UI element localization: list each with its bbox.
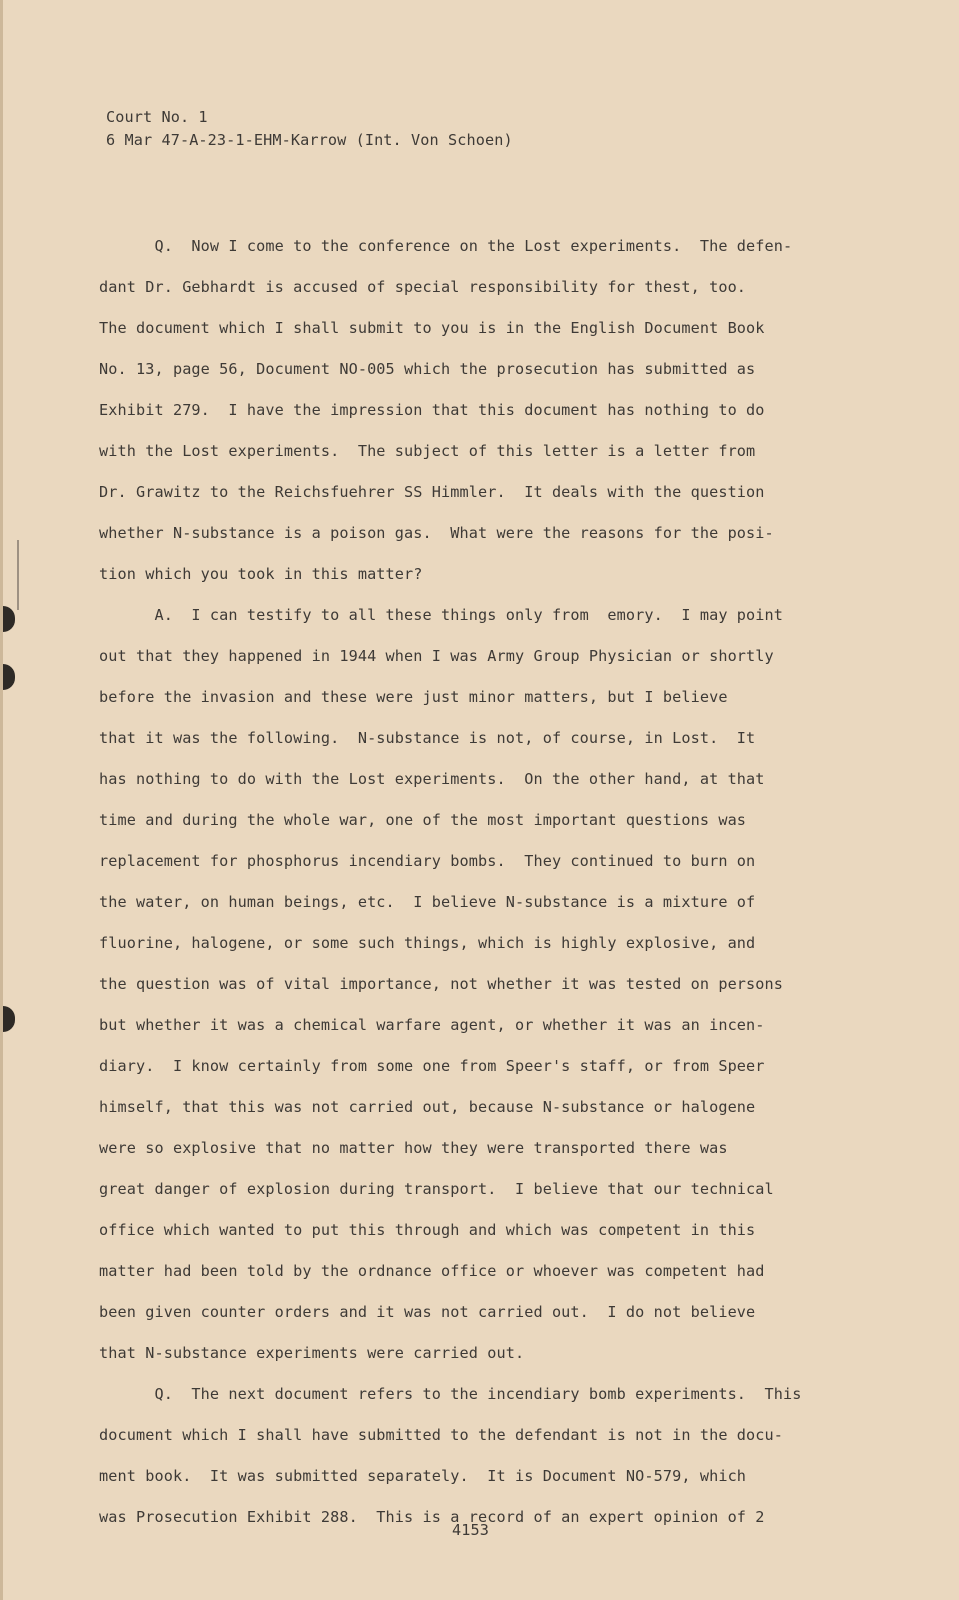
transcript-line: office which wanted to put this through and which was competent in this bbox=[99, 1221, 756, 1239]
page-number: 4153 bbox=[452, 1521, 489, 1539]
transcript-line: Exhibit 279. I have the impression that this document has nothing to do bbox=[99, 401, 765, 419]
transcript-line: tion which you took in this matter? bbox=[99, 565, 423, 583]
transcript-line: but whether it was a chemical warfare agent, or whether it was an incen- bbox=[99, 1016, 765, 1034]
transcript-line: document which I shall have submitted to the defendant is not in the docu- bbox=[99, 1426, 784, 1444]
transcript-line: Q. Now I come to the conference on the Lost experiments. The defen- bbox=[99, 237, 793, 255]
transcript-line: with the Lost experiments. The subject of this letter is a letter from bbox=[99, 442, 756, 460]
session-reference: 6 Mar 47-A-23-1-EHM-Karrow (Int. Von Schoen) bbox=[106, 131, 513, 149]
transcript-line: were so explosive that no matter how they were transported there was bbox=[99, 1139, 728, 1157]
transcript-line: has nothing to do with the Lost experiments. On the other hand, at that bbox=[99, 770, 765, 788]
transcript-body bbox=[99, 226, 802, 1538]
transcript-line: No. 13, page 56, Document NO-005 which the prosecution has submitted as bbox=[99, 360, 756, 378]
transcript-line: been given counter orders and it was not carried out. I do not believe bbox=[99, 1303, 756, 1321]
transcript-line: A. I can testify to all these things only from emory. I may point bbox=[99, 606, 784, 624]
document-header bbox=[106, 106, 513, 152]
transcript-line: replacement for phosphorus incendiary bombs. They continued to burn on bbox=[99, 852, 756, 870]
transcript-line: Dr. Grawitz to the Reichsfuehrer SS Himmler. It deals with the question bbox=[99, 483, 765, 501]
transcript-line: ment book. It was submitted separately. It is Document NO-579, which bbox=[99, 1467, 747, 1485]
transcript-line: great danger of explosion during transport. I believe that our technical bbox=[99, 1180, 774, 1198]
transcript-line: the water, on human beings, etc. I believe N-substance is a mixture of bbox=[99, 893, 756, 911]
transcript-line: out that they happened in 1944 when I was Army Group Physician or shortly bbox=[99, 647, 774, 665]
transcript-line: Q. The next document refers to the incendiary bomb experiments. This bbox=[99, 1385, 802, 1403]
transcript-line: diary. I know certainly from some one from Speer's staff, or from Speer bbox=[99, 1057, 765, 1075]
transcript-line: that it was the following. N-substance is not, of course, in Lost. It bbox=[99, 729, 756, 747]
binder-hole bbox=[3, 606, 15, 632]
transcript-line: matter had been told by the ordnance office or whoever was competent had bbox=[99, 1262, 765, 1280]
transcript-line: himself, that this was not carried out, because N-substance or halogene bbox=[99, 1098, 756, 1116]
court-number: Court No. 1 bbox=[106, 108, 208, 126]
binder-hole bbox=[3, 1006, 15, 1032]
transcript-line: dant Dr. Gebhardt is accused of special responsibility for thest, too. bbox=[99, 278, 747, 296]
transcript-line: The document which I shall submit to you is in the English Document Book bbox=[99, 319, 765, 337]
transcript-line: the question was of vital importance, not whether it was tested on persons bbox=[99, 975, 784, 993]
transcript-line: was Prosecution Exhibit 288. This is a record of an expert opinion of 2 bbox=[99, 1508, 765, 1526]
binder-hole bbox=[3, 664, 15, 690]
transcript-line: before the invasion and these were just minor matters, but I believe bbox=[99, 688, 728, 706]
margin-mark bbox=[17, 540, 19, 610]
transcript-line: that N-substance experiments were carried out. bbox=[99, 1344, 525, 1362]
transcript-line: time and during the whole war, one of the most important questions was bbox=[99, 811, 747, 829]
transcript-line: whether N-substance is a poison gas. What were the reasons for the posi- bbox=[99, 524, 774, 542]
transcript-line: fluorine, halogene, or some such things, which is highly explosive, and bbox=[99, 934, 756, 952]
